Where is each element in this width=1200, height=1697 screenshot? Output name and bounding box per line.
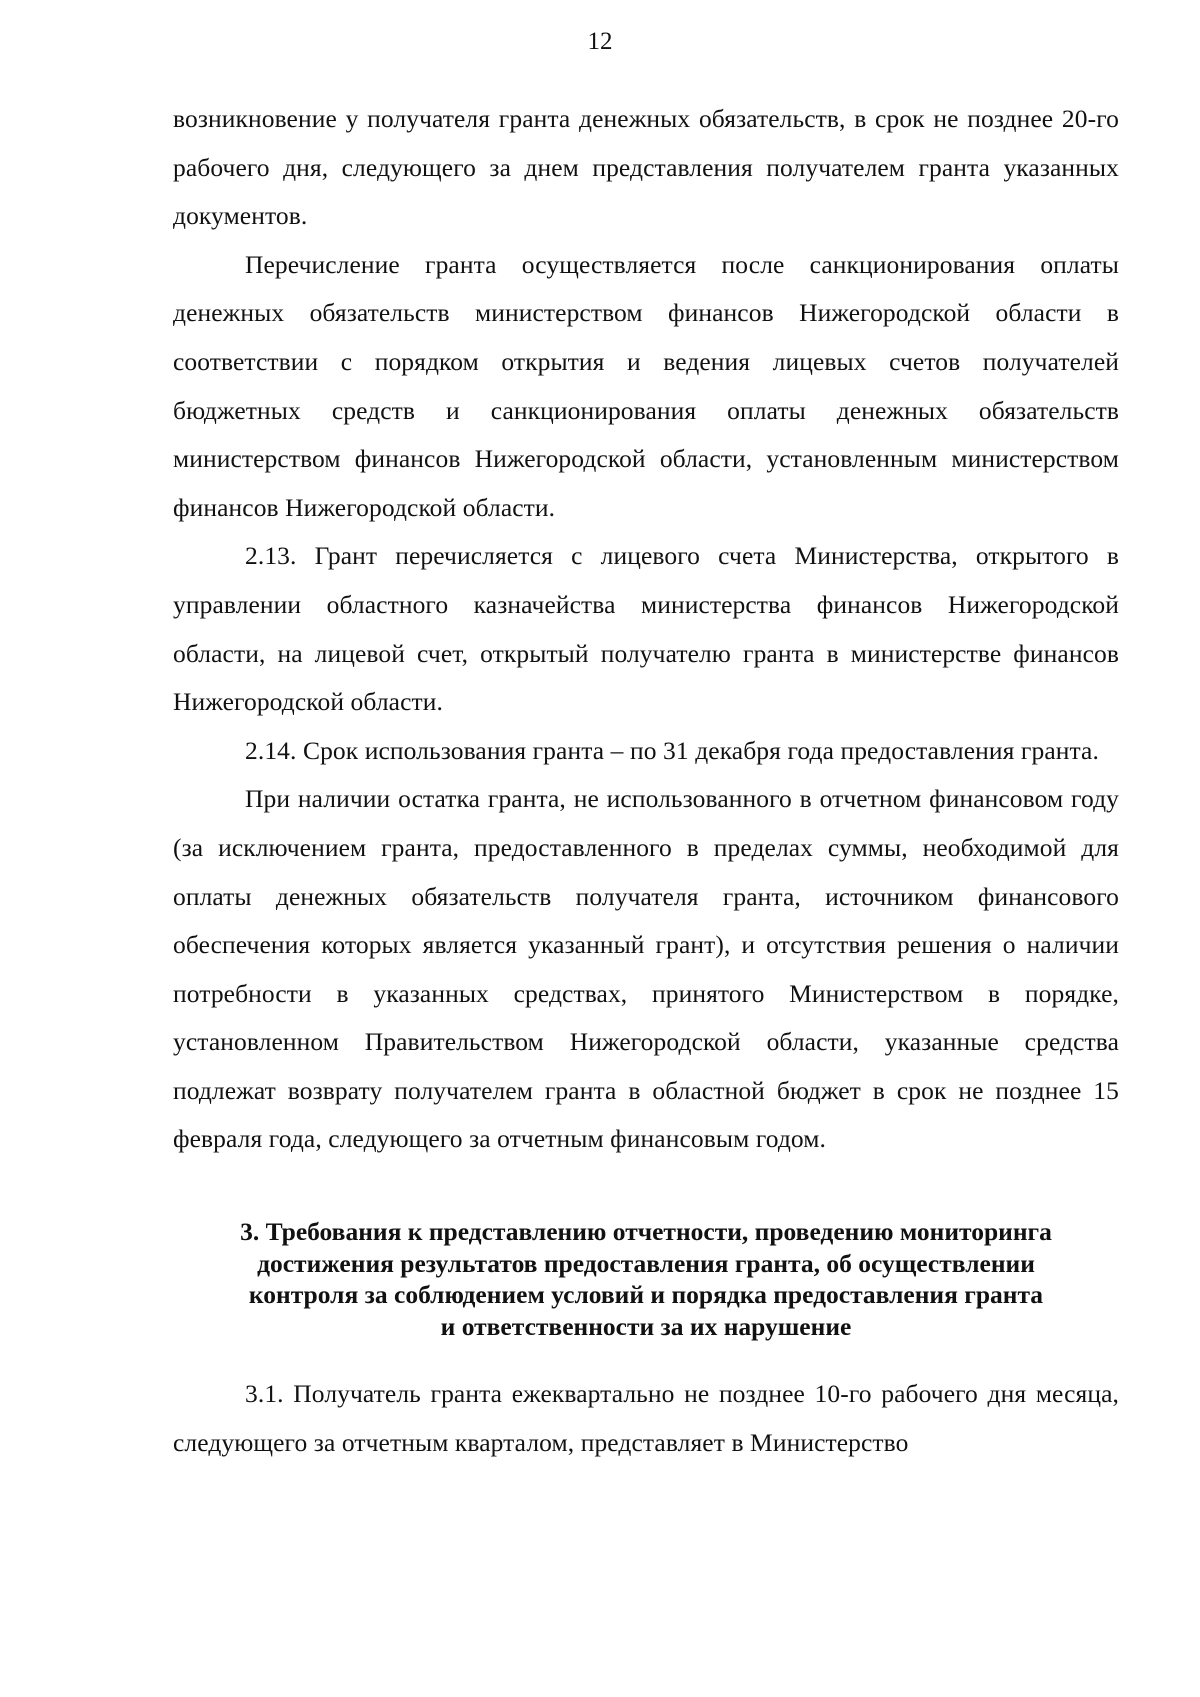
paragraph-3-1: 3.1. Получатель гранта ежеквартально не позднее 10-го рабочего дня месяца, следующего за отчетным кварталом, представляет в Министерство <box>173 1379 1119 1457</box>
paragraph-2-14: 2.14. Срок использования гранта – по 31 декабря года предоставления гранта. <box>245 735 1099 765</box>
section-3-heading-line: контроля за соблюдением условий и порядка предоставления гранта <box>248 1280 1044 1310</box>
page-number: 12 <box>587 28 613 55</box>
section-3-heading-line: достижения результатов предоставления гранта, об осуществлении <box>257 1248 1035 1278</box>
paragraph-grant-transfer: Перечисление гранта осуществляется после санкционирования оплаты денежных обязательств министерством финансов Нижегородской области в соответствии с порядком открытия и ведения лицевых счетов получателей бюджетных средств и санкционирования оплаты денежных обязательств министерством финансов Нижегородской области, установленным министерством финансов Нижегородской области. <box>173 249 1119 522</box>
paragraph-continuation: возникновение у получателя гранта денежных обязательств, в срок не позднее 20-го рабочего дня, следующего за днем представления получателем гранта указанных документов. <box>173 104 1119 231</box>
section-3-heading <box>173 1216 1119 1342</box>
document-body <box>173 95 1119 1467</box>
section-3-heading-line: и ответственности за их нарушение <box>440 1311 852 1341</box>
paragraph-2-13: 2.13. Грант перечисляется с лицевого счета Министерства, открытого в управлении областного казначейства министерства финансов Нижегородской области, на лицевой счет, открытый получателю гранта в министерстве финансов Нижегородской области. <box>173 541 1119 717</box>
section-3-heading-line: 3. Требования к представлению отчетности, проведению мониторинга <box>240 1217 1052 1247</box>
paragraph-grant-balance: При наличии остатка гранта, не использованного в отчетном финансовом году (за исключением гранта, предоставленного в пределах суммы, необходимой для оплаты денежных обязательств получателя гранта, источником финансового обеспечения которых является указанный грант), и отсутствия решения о наличии потребности в указанных средствах, принятого Министерством в порядке, установленном Правительством Нижегородской области, указанные средства подлежат возврату получателем гранта в областной бюджет в срок не позднее 15 февраля года, следующего за отчетным финансовым годом. <box>173 784 1119 1154</box>
